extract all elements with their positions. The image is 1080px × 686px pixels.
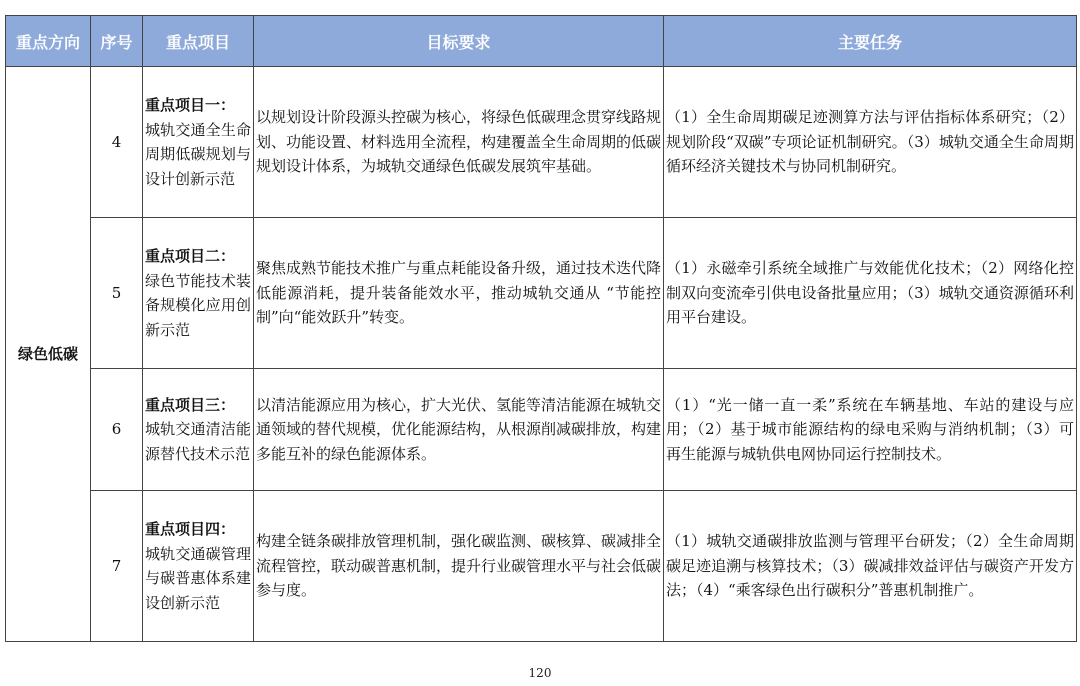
header-seq: 序号 <box>91 16 143 67</box>
row-seq: 4 <box>91 67 143 218</box>
header-goal: 目标要求 <box>254 16 664 67</box>
row-project <box>143 218 254 369</box>
table-header-row <box>6 16 1077 67</box>
row-goal: 聚焦成熟节能技术推广与重点耗能设备升级，通过技术迭代降低能源消耗，提升装备能效水平，推动城轨交通从 “节能控制”向“能效跃升”转变。 <box>254 218 664 369</box>
row-tasks: （1）永磁牵引系统全域推广与效能优化技术；（2）网络化控制双向变流牵引供电设备批量应用；（3）城轨交通资源循环利用平台建设。 <box>664 218 1077 369</box>
project-name: 城轨交通清洁能源替代技术示范 <box>145 420 251 463</box>
key-projects-table <box>5 15 1077 642</box>
project-name: 城轨交通全生命周期低碳规划与设计创新示范 <box>145 120 251 188</box>
project-title: 重点项目三： <box>145 395 236 414</box>
row-project <box>143 369 254 491</box>
project-title: 重点项目四： <box>145 520 236 538</box>
row-seq: 7 <box>91 491 143 642</box>
row-goal: 构建全链条碳排放管理机制，强化碳监测、碳核算、碳减排全流程管控，联动碳普惠机制，提升行业碳管理水平与社会低碳参与度。 <box>254 491 664 642</box>
project-title: 重点项目二： <box>145 247 236 265</box>
project-name: 绿色节能技术装备规模化应用创新示范 <box>145 271 251 339</box>
direction-cell: 绿色低碳 <box>6 67 91 642</box>
table-row <box>6 67 1077 218</box>
project-name: 城轨交通碳管理与碳普惠体系建设创新示范 <box>145 544 251 612</box>
table-row <box>6 491 1077 642</box>
row-seq: 6 <box>91 369 143 491</box>
header-project: 重点项目 <box>143 16 254 67</box>
row-seq: 5 <box>91 218 143 369</box>
table-row <box>6 218 1077 369</box>
row-project <box>143 491 254 642</box>
header-tasks: 主要任务 <box>664 16 1077 67</box>
row-goal: 以规划设计阶段源头控碳为核心，将绿色低碳理念贯穿线路规划、功能设置、材料选用全流程，构建覆盖全生命周期的低碳规划设计体系，为城轨交通绿色低碳发展筑牢基础。 <box>254 67 664 218</box>
row-project <box>143 67 254 218</box>
row-tasks: （1）全生命周期碳足迹测算方法与评估指标体系研究；（2）规划阶段“双碳”专项论证机制研究。（3）城轨交通全生命周期循环经济关键技术与协同机制研究。 <box>664 67 1077 218</box>
row-goal: 以清洁能源应用为核心，扩大光伏、氢能等清洁能源在城轨交通领域的替代规模，优化能源结构，从根源削减碳排放，构建多能互补的绿色能源体系。 <box>254 369 664 491</box>
table-row <box>6 369 1077 491</box>
header-direction: 重点方向 <box>6 16 91 67</box>
row-tasks: （1）“光一储一直一柔”系统在车辆基地、车站的建设与应用；（2）基于城市能源结构的绿电采购与消纳机制；（3）可再生能源与城轨供电网协同运行控制技术。 <box>664 369 1077 491</box>
project-title: 重点项目一： <box>145 96 236 114</box>
row-tasks: （1）城轨交通碳排放监测与管理平台研发；（2）全生命周期碳足迹追溯与核算技术；（3）碳减排效益评估与碳资产开发方法；（4）“乘客绿色出行碳积分”普惠机制推广。 <box>664 491 1077 642</box>
page-number: 120 <box>528 666 552 680</box>
